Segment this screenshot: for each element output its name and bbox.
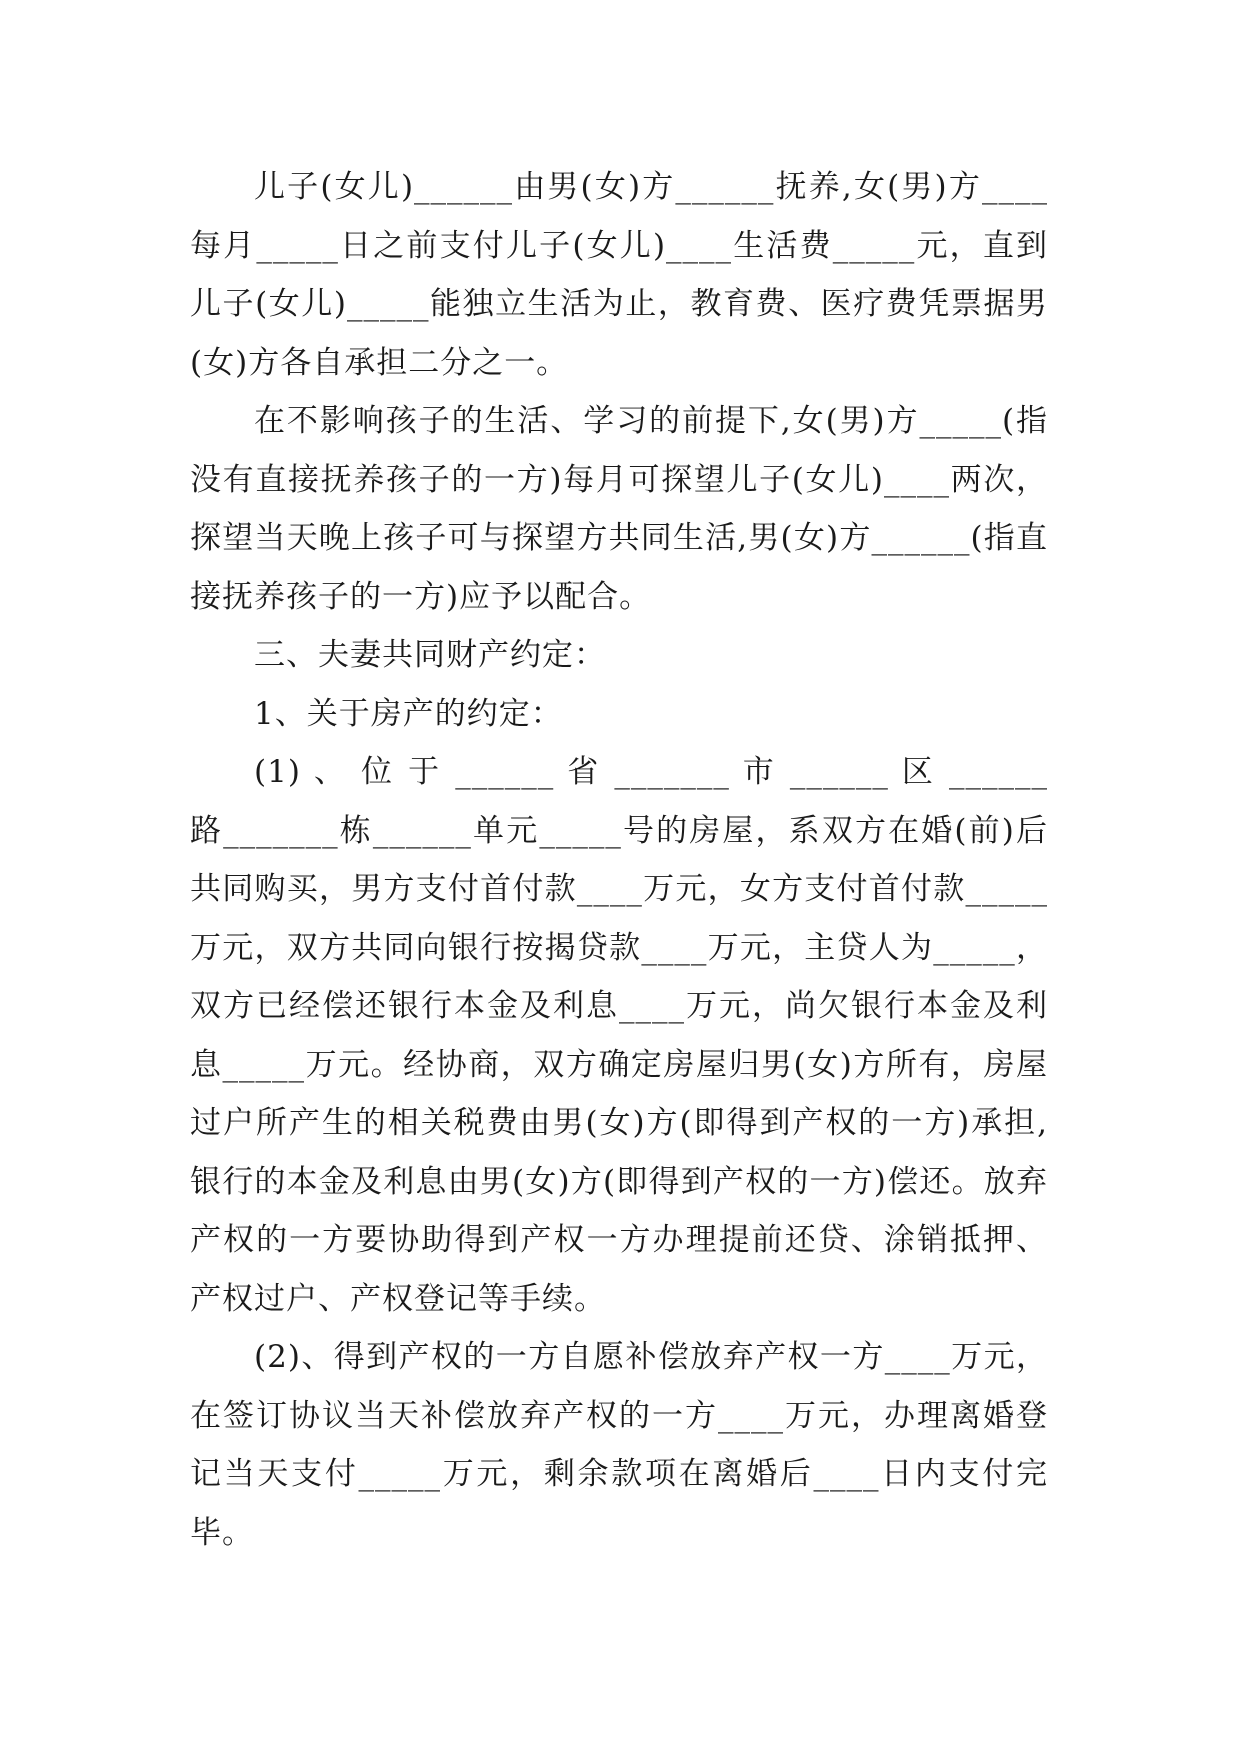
- subsection-heading-real-estate: 1、关于房产的约定：: [254, 695, 563, 732]
- paragraph-compensation: (2)、得到产权的一方自愿补偿放弃产权一方____万元，在签订协议当天补偿放弃产权的一方____万元，办理离婚登记当天支付_____万元，剩余款项在离婚后____日内支付完毕。: [190, 1339, 1048, 1551]
- paragraph-visitation-rights: 在不影响孩子的生活、学习的前提下,女(男)方_____(指没有直接抚养孩子的一方)每月可探望儿子(女儿)____两次，探望当天晚上孩子可与探望方共同生活,男(女)方______(指直接抚养孩子的一方)应予以配合。: [190, 403, 1048, 615]
- paragraph-house-ownership: (1) 、 位 于 ______ 省 _______ 市 ______ 区 ______ 路_______栋______单元_____号的房屋，系双方在婚(前)后共同购买，男方支付首付款____万元，女方支付首付款_____万元，双方共同向银行按揭贷款____万元，主贷人为_____，双方已经偿还银行本金及利息____万元，尚欠银行本金及利息_____万元。经协商，双方确定房屋归男(女)方所有，房屋过户所产生的相关税费由男(女)方(即得到产权的一方)承担,银行的本金及利息由男(女)方(即得到产权的一方)偿还。放弃产权的一方要协助得到产权一方办理提前还贷、涂销抵押、产权过户、产权登记等手续。: [190, 754, 1048, 1317]
- paragraph-child-custody-support: 儿子(女儿)______由男(女)方______抚养,女(男)方____每月_____日之前支付儿子(女儿)____生活费_____元，直到儿子(女儿)_____能独立生活为止，教育费、医疗费凭票据男(女)方各自承担二分之一。: [190, 169, 1048, 381]
- document-body: [190, 158, 1048, 1562]
- section-heading-joint-property: 三、夫妻共同财产约定：: [254, 637, 606, 673]
